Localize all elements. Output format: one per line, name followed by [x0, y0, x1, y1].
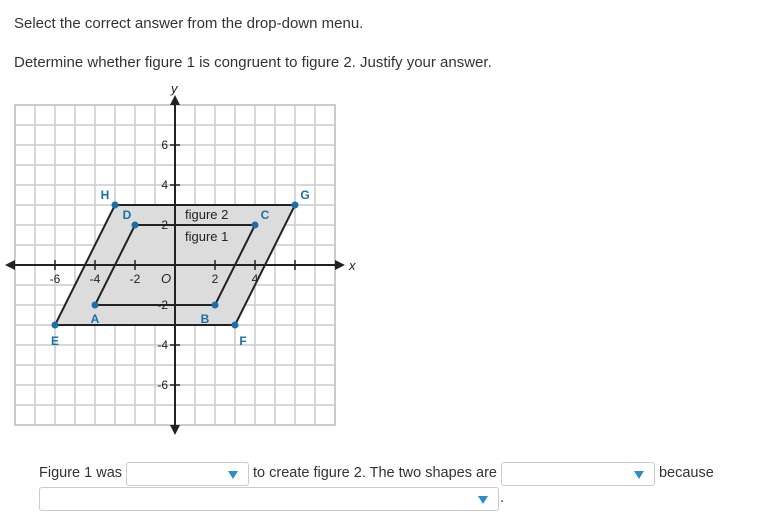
- sentence-part-3: because: [658, 465, 714, 481]
- vertex-point-A: [92, 302, 99, 309]
- vertex-label-A: A: [90, 312, 100, 326]
- x-tick-label: -4: [89, 272, 101, 286]
- figure-1-label: figure 1: [185, 229, 229, 244]
- y-tick-label: -6: [157, 378, 168, 392]
- x-tick-label: -2: [129, 272, 141, 286]
- x-tick-label: -6: [49, 272, 61, 286]
- vertex-label-F: F: [239, 334, 247, 348]
- vertex-label-C: C: [260, 208, 270, 222]
- chevron-down-icon: [478, 496, 488, 504]
- figure-2-label: figure 2: [185, 207, 229, 222]
- answer-sentence: [39, 461, 763, 512]
- sentence-part-1: Figure 1 was: [39, 465, 123, 481]
- chevron-down-icon: [634, 471, 644, 479]
- vertex-point-H: [112, 202, 119, 209]
- instruction-text: Select the correct answer from the drop-down menu.: [14, 15, 364, 32]
- congruence-dropdown[interactable]: [501, 462, 655, 486]
- sentence-period: .: [500, 490, 505, 507]
- y-axis-up-arrow-icon: [170, 95, 180, 105]
- x-axis-label: x: [349, 258, 356, 273]
- x-axis-left-arrow-icon: [5, 260, 15, 270]
- transformation-dropdown[interactable]: [126, 462, 249, 486]
- x-axis-right-arrow-icon: [335, 260, 345, 270]
- vertex-point-B: [212, 302, 219, 309]
- vertex-point-D: [132, 222, 139, 229]
- vertex-label-G: G: [300, 188, 310, 202]
- vertex-label-E: E: [50, 334, 60, 348]
- vertex-point-G: [292, 202, 299, 209]
- chevron-down-icon: [228, 471, 238, 479]
- x-tick-label: 2: [211, 272, 219, 286]
- y-axis-label: y: [171, 85, 178, 96]
- sentence-part-2: to create figure 2. The two shapes are: [253, 465, 497, 481]
- vertex-point-F: [232, 322, 239, 329]
- y-tick-label: -2: [157, 298, 168, 312]
- y-tick-label: -4: [157, 338, 168, 352]
- vertex-point-C: [252, 222, 259, 229]
- y-tick-label: 6: [161, 138, 168, 152]
- coordinate-graph: [0, 85, 360, 435]
- vertex-point-E: [52, 322, 59, 329]
- x-tick-label: 4: [251, 272, 259, 286]
- vertex-label-B: B: [200, 312, 210, 326]
- y-tick-label: 4: [161, 178, 168, 192]
- y-axis-down-arrow-icon: [170, 425, 180, 435]
- vertex-label-D: D: [122, 208, 132, 222]
- origin-label: O: [161, 271, 172, 286]
- y-tick-label: 2: [161, 218, 168, 232]
- justification-dropdown[interactable]: [39, 487, 499, 511]
- vertex-label-H: H: [100, 188, 110, 202]
- question-text: Determine whether figure 1 is congruent to figure 2. Justify your answer.: [14, 54, 492, 71]
